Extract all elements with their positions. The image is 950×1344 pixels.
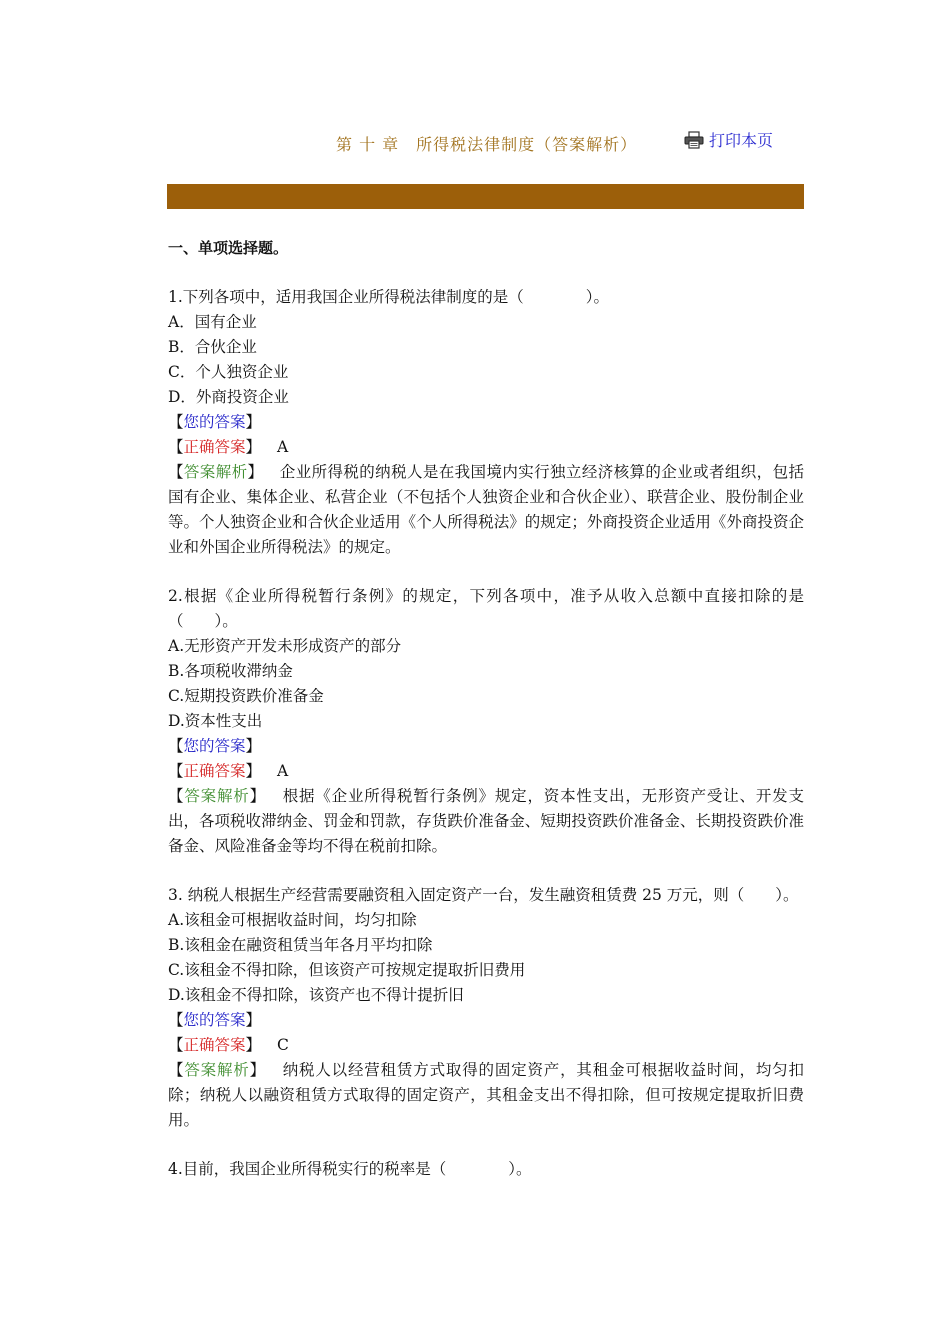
question-text: 4.目前，我国企业所得税实行的税率是（ ）。: [168, 1160, 532, 1178]
explanation-label: 答案解析: [184, 787, 250, 805]
option-a: A.该租金可根据收益时间，均匀扣除: [168, 911, 417, 929]
option-c: C．个人独资企业: [168, 363, 289, 381]
question-text: 2.根据《企业所得税暂行条例》的规定，下列各项中，准予从收入总额中直接扣除的是（ ）。: [168, 587, 804, 630]
correct-answer-label: 正确答案: [183, 762, 246, 780]
your-answer-label: 您的答案: [183, 737, 246, 755]
correct-answer-label: 正确答案: [183, 1036, 246, 1054]
page-header: [0, 128, 950, 158]
correct-answer-label: 正确答案: [183, 438, 246, 456]
correct-answer-value: C: [277, 1036, 289, 1054]
question-item: [168, 584, 804, 859]
explanation-row: 【答案解析】 纳税人以经营租赁方式取得的固定资产，其租金可根据收益时间，均匀扣除；纳税人以融资租赁方式取得的固定资产，其租金支出不得扣除，但可按规定提取折旧费用。: [168, 1061, 804, 1129]
print-label: 打印本页: [709, 131, 774, 150]
correct-answer-value: A: [277, 438, 289, 456]
option-a: A．国有企业: [168, 313, 257, 331]
section-title: 一、单项选择题。: [168, 239, 289, 257]
question-item: [168, 285, 804, 560]
your-answer-row: 【您的答案】: [168, 413, 262, 431]
print-page-link[interactable]: [684, 128, 773, 151]
explanation-text: 根据《企业所得税暂行条例》规定，资本性支出，无形资产受让、开发支出，各项税收滞纳金、罚金和罚款，存货跌价准备金、短期投资跌价准备金、长期投资跌价准备金、风险准备金等均不得在税前扣除。: [168, 787, 804, 855]
correct-answer-row: 【正确答案】 A: [168, 438, 289, 456]
option-d: D．外商投资企业: [168, 388, 289, 406]
header-divider-bar: [167, 184, 804, 209]
explanation-label: 答案解析: [183, 463, 248, 481]
explanation-row: 【答案解析】 根据《企业所得税暂行条例》规定，资本性支出，无形资产受让、开发支出，各项税收滞纳金、罚金和罚款，存货跌价准备金、短期投资跌价准备金、长期投资跌价准备金、风险准备金等均不得在税前扣除。: [168, 787, 804, 855]
question-text: 1.下列各项中，适用我国企业所得税法律制度的是（ ）。: [168, 288, 610, 306]
question-text: 3. 纳税人根据生产经营需要融资租入固定资产一台，发生融资租赁费 25 万元，则（ ）。: [168, 886, 799, 904]
question-item: [168, 883, 804, 1133]
option-c: C.该租金不得扣除，但该资产可按规定提取折旧费用: [168, 961, 526, 979]
option-b: B.各项税收滞纳金: [168, 662, 293, 680]
explanation-label: 答案解析: [184, 1061, 250, 1079]
question-item: [168, 1157, 804, 1182]
option-a: A.无形资产开发未形成资产的部分: [168, 637, 402, 655]
option-b: B．合伙企业: [168, 338, 257, 356]
your-answer-row: 【您的答案】: [168, 737, 262, 755]
printer-icon: [684, 131, 704, 149]
main-content: [168, 236, 804, 1206]
correct-answer-row: 【正确答案】 A: [168, 762, 289, 780]
option-d: D.资本性支出: [168, 712, 263, 730]
your-answer-label: 您的答案: [183, 1011, 246, 1029]
option-d: D.该租金不得扣除，该资产也不得计提折旧: [168, 986, 464, 1004]
option-b: B.该租金在融资租赁当年各月平均扣除: [168, 936, 433, 954]
your-answer-row: 【您的答案】: [168, 1011, 262, 1029]
page-title: 第 十 章 所得税法律制度（答案解析）: [336, 135, 638, 154]
explanation-text: 企业所得税的纳税人是在我国境内实行独立经济核算的企业或者组织，包括国有企业、集体企业、私营企业（不包括个人独资企业和合伙企业）、联营企业、股份制企业等。个人独资企业和合伙企业适用《个人所得税法》的规定；外商投资企业适用《外商投资企业和外国企业所得税法》的规定。: [168, 463, 804, 556]
option-c: C.短期投资跌价准备金: [168, 687, 324, 705]
correct-answer-value: A: [277, 762, 289, 780]
explanation-text: 纳税人以经营租赁方式取得的固定资产，其租金可根据收益时间，均匀扣除；纳税人以融资租赁方式取得的固定资产，其租金支出不得扣除，但可按规定提取折旧费用。: [168, 1061, 804, 1129]
correct-answer-row: 【正确答案】 C: [168, 1036, 289, 1054]
explanation-row: 【答案解析】 企业所得税的纳税人是在我国境内实行独立经济核算的企业或者组织，包括国有企业、集体企业、私营企业（不包括个人独资企业和合伙企业）、联营企业、股份制企业等。个人独资企业和合伙企业适用《个人所得税法》的规定；外商投资企业适用《外商投资企业和外国企业所得税法》的规定。: [168, 463, 804, 556]
your-answer-label: 您的答案: [183, 413, 246, 431]
